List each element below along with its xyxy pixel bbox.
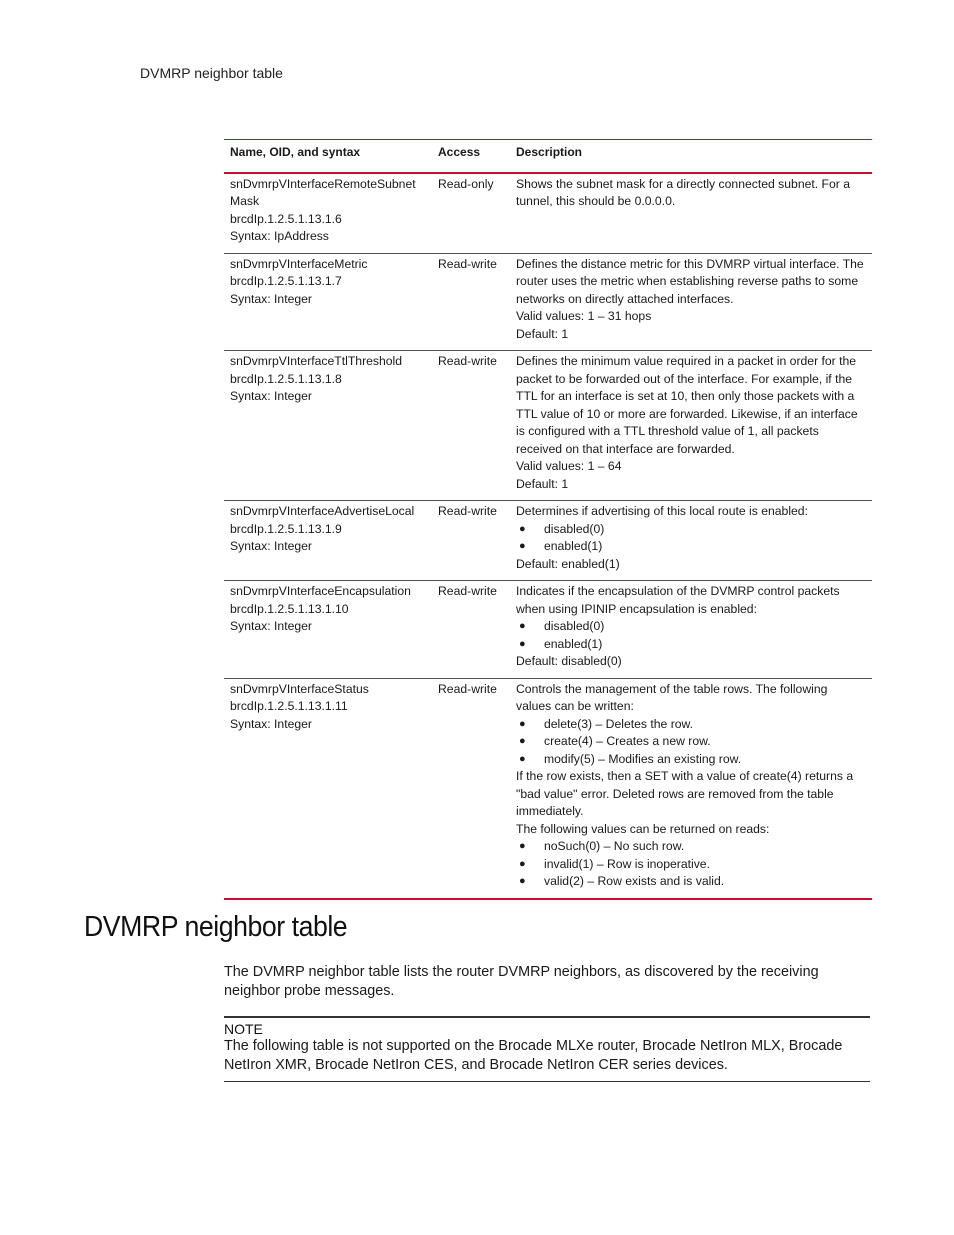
list-item bbox=[516, 873, 866, 891]
description-paragraph: Valid values: 1 – 31 hops bbox=[516, 309, 652, 323]
bullet-icon: ● bbox=[519, 752, 526, 765]
description-paragraph: Indicates if the encapsulation of the DVMRP control packets when using IPINIP encapsulation is enabled: bbox=[516, 584, 840, 616]
section-heading: DVMRP neighbor table bbox=[84, 911, 348, 943]
description-paragraph: Default: 1 bbox=[516, 326, 569, 341]
name-line: Syntax: Integer bbox=[230, 716, 312, 731]
list-item bbox=[516, 838, 866, 856]
name-line: Mask bbox=[230, 194, 260, 208]
cell-access: Read-write bbox=[438, 504, 497, 518]
table-row bbox=[224, 678, 872, 899]
running-header: DVMRP neighbor table bbox=[140, 65, 283, 81]
name-line: Syntax: Integer bbox=[230, 291, 312, 306]
table-row bbox=[224, 351, 872, 501]
list-item-text: disabled(0) bbox=[544, 619, 605, 633]
column-header-access: Access bbox=[438, 145, 481, 159]
cell-access: Read-only bbox=[438, 176, 494, 191]
bullet-icon: ● bbox=[519, 637, 526, 650]
description-paragraph: Default: disabled(0) bbox=[516, 654, 622, 668]
list-item-text: disabled(0) bbox=[544, 521, 605, 536]
bullet-icon: ● bbox=[519, 857, 526, 870]
column-header-name: Name, OID, and syntax bbox=[230, 145, 361, 159]
cell-name-oid-syntax bbox=[224, 253, 432, 351]
description-bullet-list bbox=[516, 618, 866, 653]
name-line: Syntax: Integer bbox=[230, 539, 312, 553]
cell-name-oid-syntax bbox=[224, 173, 432, 254]
list-item bbox=[516, 733, 866, 751]
name-line: snDvmrpVInterfaceMetric bbox=[230, 256, 368, 271]
cell-description bbox=[510, 501, 872, 581]
table-body bbox=[224, 173, 872, 899]
description-paragraph: Defines the distance metric for this DVMRP virtual interface. The router uses the metric when establishing reverse paths to some networks on directly attached interfaces. bbox=[516, 256, 864, 306]
column-header-description: Description bbox=[516, 145, 583, 159]
name-line: Syntax: Integer bbox=[230, 389, 312, 403]
list-item-text: invalid(1) – Row is inoperative. bbox=[544, 856, 710, 871]
bullet-icon: ● bbox=[519, 540, 526, 552]
name-line: brcdIp.1.2.5.1.13.1.8 bbox=[230, 371, 342, 386]
name-line: Syntax: Integer bbox=[230, 619, 312, 633]
note-title: NOTE bbox=[224, 1021, 263, 1037]
cell-description bbox=[510, 678, 872, 899]
cell-name-oid-syntax bbox=[224, 581, 432, 679]
list-item-text: delete(3) – Deletes the row. bbox=[544, 716, 694, 731]
name-line: brcdIp.1.2.5.1.13.1.9 bbox=[230, 521, 342, 536]
name-line: snDvmrpVInterfaceRemoteSubnet bbox=[230, 176, 416, 191]
section-intro: The DVMRP neighbor table lists the router DVMRP neighbors, as discovered by the receiving neighbor probe messages. bbox=[224, 964, 819, 999]
table-row bbox=[224, 581, 872, 679]
list-item bbox=[516, 521, 866, 539]
note-text: The following table is not supported on the Brocade MLXe router, Brocade NetIron MLX, Brocade NetIron XMR, Brocade NetIron CES, and Brocade NetIron CER series devices. bbox=[224, 1038, 843, 1073]
name-line: brcdIp.1.2.5.1.13.1.11 bbox=[230, 699, 348, 713]
description-paragraph: Default: 1 bbox=[516, 476, 569, 491]
bullet-icon: ● bbox=[519, 522, 526, 535]
cell-name-oid-syntax bbox=[224, 351, 432, 501]
cell-access: Read-write bbox=[438, 584, 497, 598]
bullet-icon: ● bbox=[519, 735, 526, 747]
description-paragraph: Controls the management of the table rows. The following values can be written: bbox=[516, 681, 828, 713]
list-item bbox=[516, 618, 866, 636]
list-item-text: create(4) – Creates a new row. bbox=[544, 734, 711, 748]
name-line: brcdIp.1.2.5.1.13.1.7 bbox=[230, 274, 342, 288]
cell-description bbox=[510, 253, 872, 351]
name-line: snDvmrpVInterfaceStatus bbox=[230, 681, 369, 696]
bullet-icon: ● bbox=[519, 840, 526, 852]
list-item bbox=[516, 751, 866, 769]
description-bullet-list bbox=[516, 838, 866, 891]
name-line: snDvmrpVInterfaceTtlThreshold bbox=[230, 354, 403, 368]
description-paragraph: Shows the subnet mask for a directly connected subnet. For a tunnel, this should be 0.0.0.0. bbox=[516, 176, 850, 208]
list-item bbox=[516, 716, 866, 734]
bullet-icon: ● bbox=[519, 620, 526, 632]
description-paragraph: If the row exists, then a SET with a value of create(4) returns a "bad value" error. Deleted rows are removed from the table immediately. bbox=[516, 769, 854, 818]
description-paragraph: Default: enabled(1) bbox=[516, 556, 620, 571]
bullet-icon: ● bbox=[519, 717, 526, 730]
table-row bbox=[224, 173, 872, 254]
note-box bbox=[224, 1016, 870, 1082]
list-item-text: enabled(1) bbox=[544, 539, 603, 553]
name-line: snDvmrpVInterfaceAdvertiseLocal bbox=[230, 504, 415, 518]
table-row bbox=[224, 253, 872, 351]
cell-name-oid-syntax bbox=[224, 678, 432, 899]
cell-name-oid-syntax bbox=[224, 501, 432, 581]
table-header-row bbox=[224, 140, 872, 173]
name-line: brcdIp.1.2.5.1.13.1.6 bbox=[230, 211, 342, 226]
list-item-text: enabled(1) bbox=[544, 636, 603, 651]
list-item bbox=[516, 856, 866, 874]
table-header bbox=[224, 140, 872, 173]
list-item-text: modify(5) – Modifies an existing row. bbox=[544, 751, 742, 766]
cell-access: Read-write bbox=[438, 256, 497, 271]
cell-description bbox=[510, 351, 872, 501]
description-paragraph: Defines the minimum value required in a packet in order for the packet to be forwarded out of the interface. For example, if the TTL for an interface is set at 10, then only those packets with a TTL value of 10 or more are forwarded. Likewise, if an interface is configured with a TTL threshold value of 1, all packets received on that interface are forwarded. bbox=[516, 354, 858, 456]
cell-description bbox=[510, 581, 872, 679]
mib-object-table bbox=[224, 139, 872, 900]
name-line: snDvmrpVInterfaceEncapsulation bbox=[230, 584, 411, 598]
description-paragraph: Valid values: 1 – 64 bbox=[516, 459, 622, 473]
list-item bbox=[516, 538, 866, 556]
cell-access: Read-write bbox=[438, 354, 497, 368]
cell-access: Read-write bbox=[438, 681, 497, 696]
description-bullet-list bbox=[516, 716, 866, 769]
name-line: brcdIp.1.2.5.1.13.1.10 bbox=[230, 601, 349, 616]
description-bullet-list bbox=[516, 521, 866, 556]
list-item bbox=[516, 636, 866, 654]
list-item-text: noSuch(0) – No such row. bbox=[544, 839, 685, 853]
bullet-icon: ● bbox=[519, 875, 526, 887]
table-row bbox=[224, 501, 872, 581]
cell-description bbox=[510, 173, 872, 254]
name-line: Syntax: IpAddress bbox=[230, 229, 329, 243]
description-paragraph: Determines if advertising of this local route is enabled: bbox=[516, 504, 808, 518]
description-paragraph: The following values can be returned on reads: bbox=[516, 821, 770, 836]
list-item-text: valid(2) – Row exists and is valid. bbox=[544, 874, 725, 888]
